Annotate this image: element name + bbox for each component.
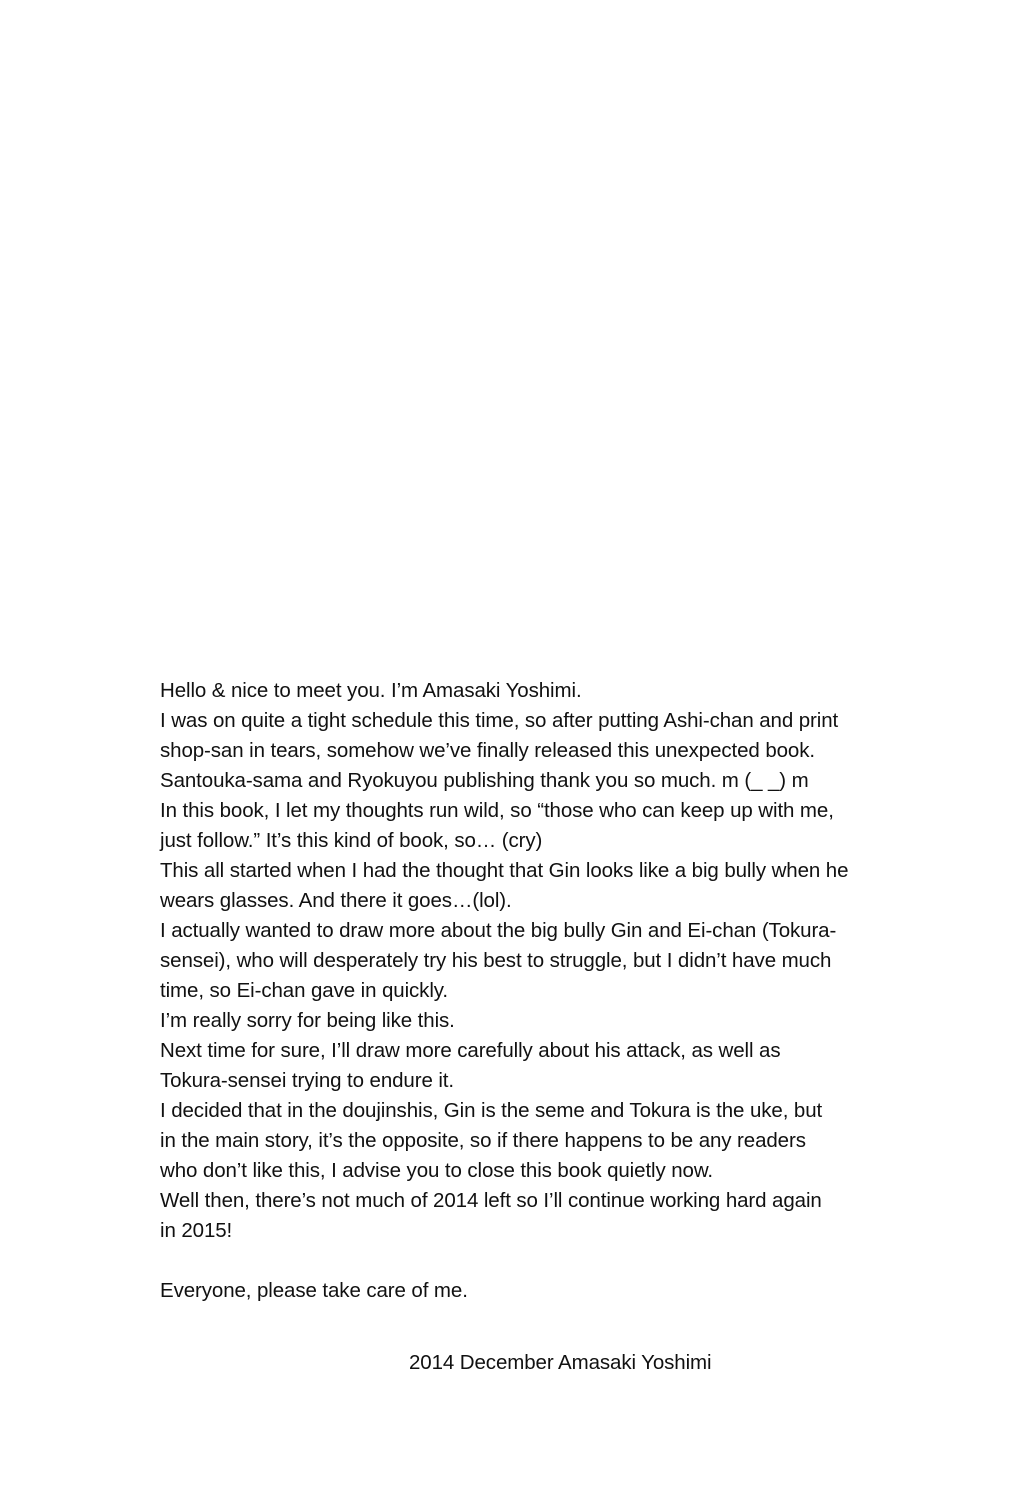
afterword-line: just follow.” It’s this kind of book, so… (cry) [160,829,543,852]
afterword-line: I was on quite a tight schedule this time, so after putting Ashi-chan and print [160,709,839,732]
afterword-line: shop-san in tears, somehow we’ve finally released this unexpected book. [160,739,815,762]
afterword-line: I decided that in the doujinshis, Gin is the seme and Tokura is the uke, but [160,1099,823,1122]
afterword-line: This all started when I had the thought that Gin looks like a big bully when he [160,859,849,882]
afterword-line: Hello & nice to meet you. I’m Amasaki Yoshimi. [160,679,582,702]
afterword-line: Tokura-sensei trying to endure it. [160,1069,455,1092]
afterword-line: who don’t like this, I advise you to close this book quietly now. [160,1159,714,1182]
afterword-line: Next time for sure, I’ll draw more carefully about his attack, as well as [160,1039,781,1062]
afterword-line: I actually wanted to draw more about the big bully Gin and Ei-chan (Tokura- [160,919,837,942]
afterword-line: time, so Ei-chan gave in quickly. [160,979,449,1002]
afterword-line: Santouka-sama and Ryokuyou publishing thank you so much. m (_ _) m [160,769,809,792]
paragraph-spacer [160,1246,980,1276]
afterword-line: in the main story, it’s the opposite, so if there happens to be any readers [160,1129,806,1152]
afterword-body [160,676,980,1306]
afterword-signature: 2014 December Amasaki Yoshimi [409,1351,712,1374]
afterword-line: Well then, there’s not much of 2014 left so I’ll continue working hard again [160,1189,822,1212]
afterword-line: in 2015! [160,1219,233,1242]
afterword-line: I’m really sorry for being like this. [160,1009,455,1032]
afterword-line: sensei), who will desperately try his best to struggle, but I didn’t have much [160,949,832,972]
afterword-line: wears glasses. And there it goes…(lol). [160,889,512,912]
afterword-closing: Everyone, please take care of me. [160,1279,468,1302]
afterword-line: In this book, I let my thoughts run wild, so “those who can keep up with me, [160,799,834,822]
